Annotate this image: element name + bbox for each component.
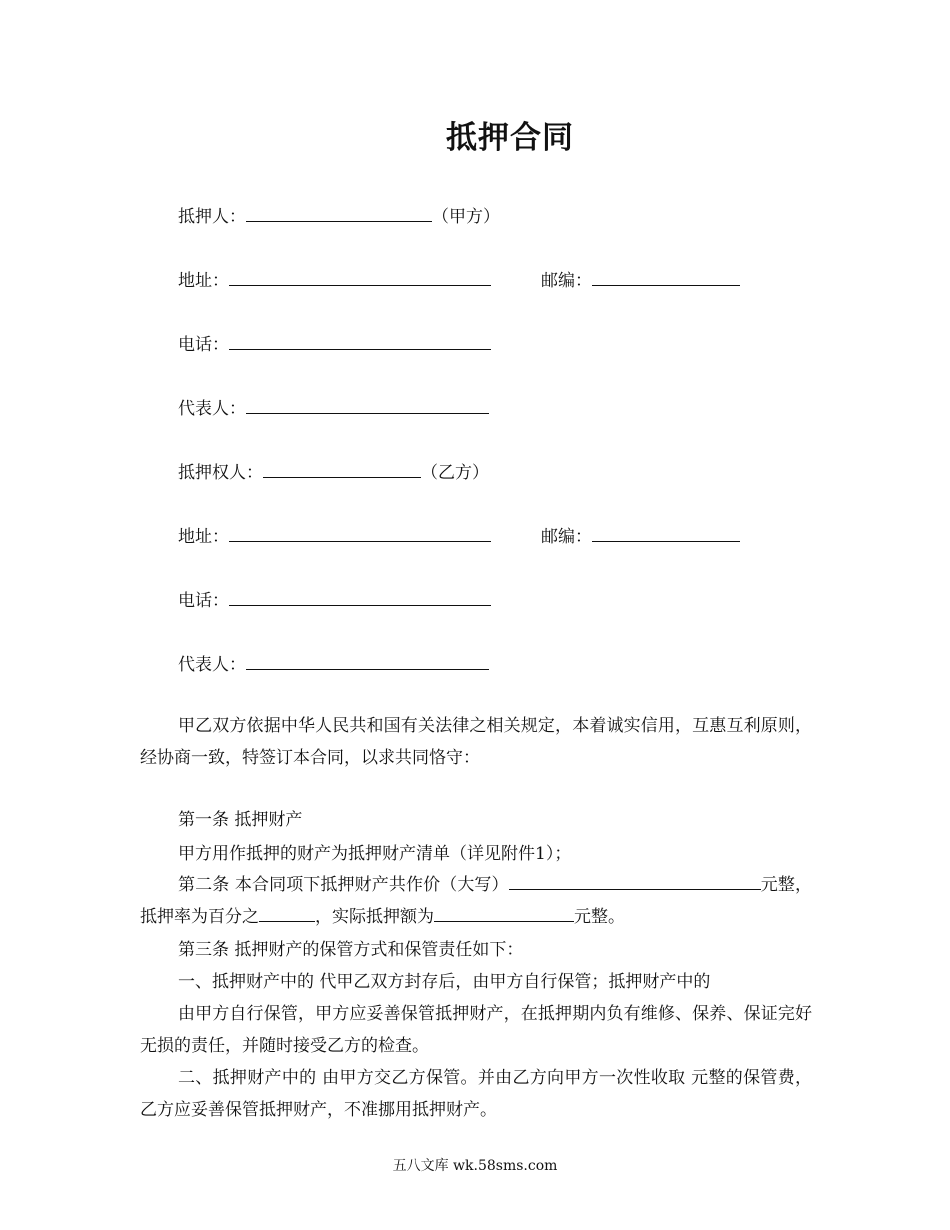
- party-a-rep-row: [178, 395, 489, 421]
- article-2-paragraph: [140, 869, 812, 933]
- valuation-blank[interactable]: [509, 871, 761, 890]
- party-a-postcode-blank[interactable]: [592, 267, 740, 286]
- article-1-heading: 第一条 抵押财产: [178, 810, 303, 830]
- item-1-line-1: 一、抵押财产中的 代甲乙双方封存后，由甲方自行保管；抵押财产中的: [178, 972, 711, 992]
- article-3-heading: 第三条 抵押财产的保管方式和保管责任如下：: [178, 940, 524, 960]
- party-a-rep-label: 代表人：: [178, 399, 246, 419]
- item-1-line-2: 由甲方自行保管，甲方应妥善保管抵押财产，在抵押期内负有维修、保养、保证完好无损的责任，并随时接受乙方的检查。: [140, 1004, 812, 1056]
- party-b-phone-row: [178, 587, 491, 613]
- party-b-postcode-label: 邮编：: [541, 527, 592, 547]
- party-a-phone-label: 电话：: [178, 335, 229, 355]
- party-a-suffix: （甲方）: [432, 207, 500, 227]
- party-a-address-row: [178, 267, 491, 293]
- document-title: 抵押合同: [446, 120, 574, 156]
- article-2-part1: 第二条 本合同项下抵押财产共作价（大写）: [178, 875, 509, 895]
- article-2-part2: 元整，抵押率为百分之: [140, 875, 813, 927]
- party-a-name-label: 抵押人：: [178, 207, 246, 227]
- party-b-rep-blank[interactable]: [246, 651, 489, 670]
- party-a-postcode-label: 邮编：: [541, 271, 592, 291]
- party-a-address-label: 地址：: [178, 271, 229, 291]
- article-1-text: 甲方用作抵押的财产为抵押财产清单（详见附件1）；: [178, 844, 572, 864]
- party-a-rep-blank[interactable]: [246, 395, 489, 414]
- party-a-postcode-row: [541, 267, 740, 293]
- party-b-rep-row: [178, 651, 489, 677]
- mortgage-rate-blank[interactable]: [259, 903, 315, 922]
- party-b-name-blank[interactable]: [263, 459, 421, 478]
- article-2-part4: 元整。: [574, 907, 625, 927]
- party-b-name-label: 抵押权人：: [178, 463, 263, 483]
- party-b-postcode-blank[interactable]: [592, 523, 740, 542]
- mortgage-amount-blank[interactable]: [434, 903, 574, 922]
- preamble-paragraph: 甲乙双方依据中华人民共和国有关法律之相关规定，本着诚实信用，互惠互利原则，经协商一致，特签订本合同，以求共同恪守：: [140, 716, 812, 768]
- party-b-suffix: （乙方）: [421, 463, 489, 483]
- party-b-address-row: [178, 523, 491, 549]
- party-b-rep-label: 代表人：: [178, 655, 246, 675]
- party-b-address-blank[interactable]: [229, 523, 491, 542]
- footer-watermark: 五八文库 wk.58sms.com: [392, 1158, 558, 1174]
- party-a-phone-row: [178, 331, 491, 357]
- party-a-name-blank[interactable]: [246, 203, 432, 222]
- party-a-name-row: [178, 203, 500, 229]
- party-b-name-row: [178, 459, 489, 485]
- article-2-part3: ，实际抵押额为: [315, 907, 434, 927]
- party-a-phone-blank[interactable]: [229, 331, 491, 350]
- party-b-postcode-row: [541, 523, 740, 549]
- party-b-phone-blank[interactable]: [229, 587, 491, 606]
- party-b-phone-label: 电话：: [178, 591, 229, 611]
- item-2-paragraph: 二、抵押财产中的 由甲方交乙方保管。并由乙方向甲方一次性收取 元整的保管费，乙方应妥善保管抵押财产，不准挪用抵押财产。: [140, 1068, 812, 1120]
- party-b-address-label: 地址：: [178, 527, 229, 547]
- party-a-address-blank[interactable]: [229, 267, 491, 286]
